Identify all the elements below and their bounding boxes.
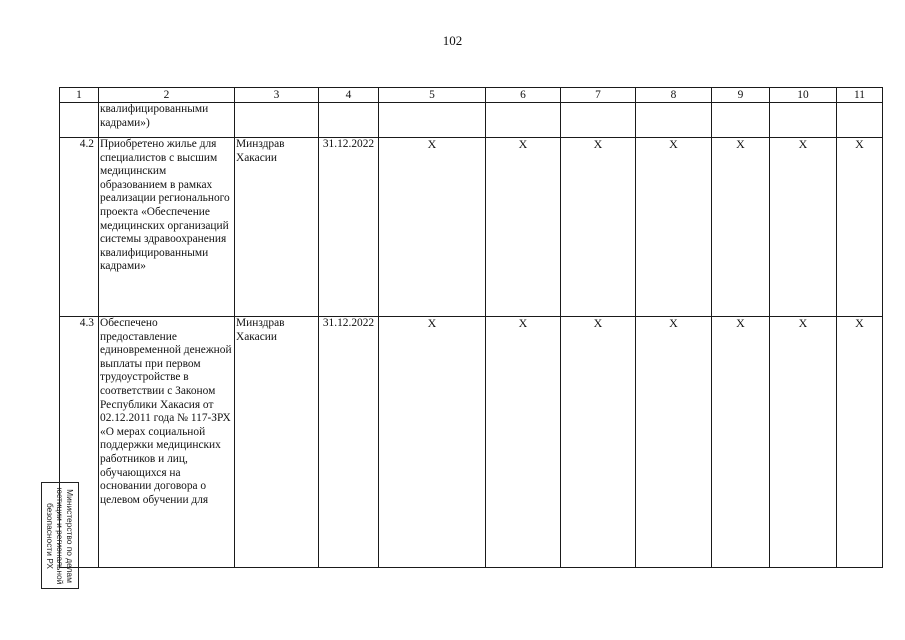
mark-x: X bbox=[518, 137, 528, 151]
mark-cell bbox=[837, 138, 883, 317]
table-row bbox=[60, 138, 883, 317]
header-cell: 6 bbox=[486, 88, 561, 103]
mark-cell bbox=[770, 317, 837, 568]
mark-cell bbox=[712, 317, 770, 568]
table-header-row bbox=[60, 88, 883, 103]
table-cell bbox=[770, 103, 837, 138]
table-cell bbox=[379, 103, 486, 138]
mark-cell bbox=[486, 138, 561, 317]
mark-x: X bbox=[855, 316, 864, 330]
header-cell: 8 bbox=[636, 88, 712, 103]
row-number-cell: 4.3 bbox=[60, 317, 99, 568]
mark-cell bbox=[837, 317, 883, 568]
table-cell bbox=[712, 103, 770, 138]
mark-cell bbox=[561, 138, 636, 317]
header-cell: 11 bbox=[837, 88, 883, 103]
description-cell: Приобретено жилье для специалистов с высшим медицинским образованием в рамках реализации регионального проекта «Обеспечение медицинских организаций системы здравоохранения квалифицированными кадрами» bbox=[99, 138, 235, 317]
mark-cell bbox=[561, 317, 636, 568]
mark-cell bbox=[770, 138, 837, 317]
stamp-line: Министерство по делам bbox=[65, 488, 75, 583]
mark-x: X bbox=[855, 137, 864, 151]
header-cell: 9 bbox=[712, 88, 770, 103]
table-row bbox=[60, 317, 883, 568]
table-cell bbox=[235, 103, 319, 138]
stamp-line: юстиции и региональной bbox=[55, 487, 65, 584]
mark-x: X bbox=[798, 137, 808, 151]
mark-x: X bbox=[518, 316, 528, 330]
mark-cell bbox=[379, 138, 486, 317]
mark-x: X bbox=[669, 316, 678, 330]
responsible-cell: Минздрав Хакасии bbox=[235, 317, 319, 568]
mark-cell bbox=[712, 138, 770, 317]
date-cell: 31.12.2022 bbox=[319, 138, 379, 317]
mark-cell bbox=[486, 317, 561, 568]
table-cell bbox=[561, 103, 636, 138]
document-table bbox=[59, 87, 883, 568]
responsible-cell: Минздрав Хакасии bbox=[235, 138, 319, 317]
mark-x: X bbox=[736, 137, 745, 151]
mark-cell bbox=[636, 317, 712, 568]
registration-stamp bbox=[41, 482, 79, 589]
mark-x: X bbox=[798, 316, 808, 330]
page-number: 102 bbox=[442, 33, 463, 48]
table-cell bbox=[837, 103, 883, 138]
mark-x: X bbox=[593, 316, 603, 330]
table-row-continuation bbox=[60, 103, 883, 138]
description-cell: Обеспечено предоставление единовременной денежной выплаты при первом трудоустройстве в соответствии с Законом Республики Хакасия от 02.12.2011 года № 117-ЗРХ «О мерах социальной поддержки медицинских работников и лиц, обучающихся на основании договора о целевом обучении для bbox=[99, 317, 235, 568]
header-cell: 10 bbox=[770, 88, 837, 103]
mark-cell bbox=[379, 317, 486, 568]
header-cell: 1 bbox=[60, 88, 99, 103]
mark-x: X bbox=[427, 137, 437, 151]
date-cell: 31.12.2022 bbox=[319, 317, 379, 568]
header-cell: 2 bbox=[99, 88, 235, 103]
mark-x: X bbox=[669, 137, 678, 151]
mark-x: X bbox=[593, 137, 603, 151]
row-number-cell: 4.2 bbox=[60, 138, 99, 317]
table-cell bbox=[486, 103, 561, 138]
header-cell: 3 bbox=[235, 88, 319, 103]
header-cell: 5 bbox=[379, 88, 486, 103]
stamp-line: безопасности РХ bbox=[45, 502, 55, 569]
table-cell bbox=[60, 103, 99, 138]
description-cell: квалифицированными кадрами») bbox=[99, 103, 235, 138]
table-cell bbox=[636, 103, 712, 138]
mark-cell bbox=[636, 138, 712, 317]
stamp-text bbox=[45, 484, 75, 588]
mark-x: X bbox=[427, 316, 437, 330]
header-cell: 4 bbox=[319, 88, 379, 103]
mark-x: X bbox=[736, 316, 745, 330]
header-cell: 7 bbox=[561, 88, 636, 103]
table-cell bbox=[319, 103, 379, 138]
